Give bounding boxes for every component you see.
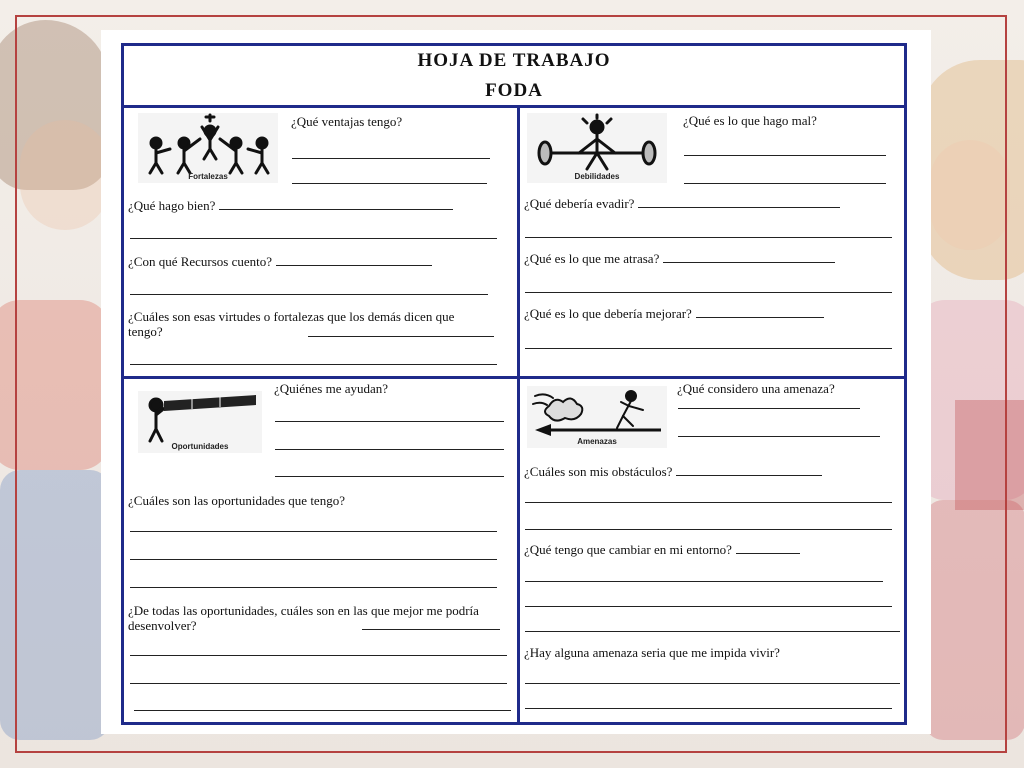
background-girl-book bbox=[955, 400, 1024, 510]
answer-line[interactable] bbox=[275, 476, 504, 477]
oportunidades-question-1: ¿Quiénes me ayudan? bbox=[274, 381, 389, 396]
answer-line[interactable] bbox=[130, 655, 507, 656]
oportunidades-question-2: ¿Cuáles son las oportunidades que tengo? bbox=[128, 493, 345, 508]
answer-line[interactable] bbox=[684, 183, 886, 184]
debilidades-question-1: ¿Qué es lo que hago mal? bbox=[683, 113, 817, 128]
answer-line[interactable] bbox=[275, 449, 504, 450]
amenazas-question-3-text: ¿Qué tengo que cambiar en mi entorno? bbox=[524, 542, 732, 557]
answer-line[interactable] bbox=[276, 264, 432, 266]
debilidades-label: Debilidades bbox=[574, 172, 620, 181]
answer-line[interactable] bbox=[525, 631, 900, 632]
debilidades-question-3 bbox=[524, 251, 835, 266]
answer-line[interactable] bbox=[130, 238, 497, 239]
answer-line[interactable] bbox=[275, 421, 504, 422]
debilidades-clipart bbox=[527, 113, 667, 183]
oportunidades-label: Oportunidades bbox=[171, 442, 229, 451]
answer-line[interactable] bbox=[130, 531, 497, 532]
answer-line[interactable] bbox=[134, 710, 511, 711]
oportunidades-clipart bbox=[138, 391, 262, 453]
debilidades-question-3-text: ¿Qué es lo que me atrasa? bbox=[524, 251, 660, 266]
worksheet-subtitle: FODA bbox=[485, 80, 543, 101]
fortalezas-question-2-text: ¿Qué hago bien? bbox=[128, 198, 216, 213]
answer-line[interactable] bbox=[292, 158, 490, 159]
answer-line[interactable] bbox=[525, 708, 892, 709]
debilidades-question-2 bbox=[524, 196, 840, 211]
debilidades-question-2-text: ¿Qué debería evadir? bbox=[524, 196, 635, 211]
oportunidades-question-3: ¿De todas las oportunidades, cuáles son en las que mejor me podría desenvolver? bbox=[128, 603, 479, 633]
amenazas-question-4: ¿Hay alguna amenaza seria que me impida vivir? bbox=[524, 645, 780, 660]
amenazas-question-3 bbox=[524, 542, 800, 557]
answer-line[interactable] bbox=[684, 155, 886, 156]
background-girl-face bbox=[930, 140, 1010, 250]
column-divider bbox=[517, 108, 520, 722]
answer-line[interactable] bbox=[308, 336, 494, 337]
fortalezas-question-3 bbox=[128, 254, 432, 269]
amenazas-clipart bbox=[527, 386, 667, 448]
answer-line[interactable] bbox=[219, 208, 453, 210]
foda-table bbox=[121, 43, 907, 725]
fortalezas-label: Fortalezas bbox=[188, 172, 228, 181]
answer-line[interactable] bbox=[130, 587, 497, 588]
answer-line[interactable] bbox=[736, 552, 800, 554]
answer-line[interactable] bbox=[663, 261, 835, 263]
answer-line[interactable] bbox=[130, 683, 507, 684]
fortalezas-question-3-text: ¿Con qué Recursos cuento? bbox=[128, 254, 273, 269]
fortalezas-question-2 bbox=[128, 198, 453, 213]
background-boy-face bbox=[20, 120, 110, 230]
worksheet-page bbox=[101, 30, 931, 734]
fortalezas-question-4: ¿Cuáles son esas virtudes o fortalezas que los demás dicen que tengo? bbox=[128, 309, 455, 339]
amenazas-question-2 bbox=[524, 464, 822, 479]
row-divider bbox=[124, 376, 904, 379]
answer-line[interactable] bbox=[525, 348, 892, 349]
background-boy-shirt bbox=[0, 300, 110, 470]
answer-line[interactable] bbox=[362, 629, 500, 630]
answer-line[interactable] bbox=[696, 316, 824, 318]
worksheet-title: HOJA DE TRABAJO bbox=[417, 50, 611, 71]
background-girl-pants bbox=[925, 500, 1024, 740]
answer-line[interactable] bbox=[678, 436, 880, 437]
answer-line[interactable] bbox=[130, 364, 497, 365]
amenazas-label: Amenazas bbox=[577, 437, 617, 446]
worksheet-header bbox=[124, 46, 904, 108]
answer-line[interactable] bbox=[525, 683, 900, 684]
debilidades-question-4 bbox=[524, 306, 824, 321]
answer-line[interactable] bbox=[525, 502, 892, 503]
answer-line[interactable] bbox=[676, 474, 822, 476]
answer-line[interactable] bbox=[525, 606, 892, 607]
answer-line[interactable] bbox=[130, 559, 497, 560]
answer-line[interactable] bbox=[292, 183, 487, 184]
answer-line[interactable] bbox=[638, 206, 840, 208]
answer-line[interactable] bbox=[130, 294, 488, 295]
amenazas-question-2-text: ¿Cuáles son mis obstáculos? bbox=[524, 464, 673, 479]
debilidades-question-4-text: ¿Qué es lo que debería mejorar? bbox=[524, 306, 692, 321]
answer-line[interactable] bbox=[525, 292, 892, 293]
answer-line[interactable] bbox=[678, 408, 860, 409]
background-boy-jeans bbox=[0, 470, 110, 740]
fortalezas-clipart bbox=[138, 113, 278, 183]
fortalezas-question-1: ¿Qué ventajas tengo? bbox=[291, 114, 403, 129]
answer-line[interactable] bbox=[525, 581, 883, 582]
answer-line[interactable] bbox=[525, 529, 892, 530]
answer-line[interactable] bbox=[525, 237, 892, 238]
amenazas-question-1: ¿Qué considero una amenaza? bbox=[677, 381, 835, 396]
